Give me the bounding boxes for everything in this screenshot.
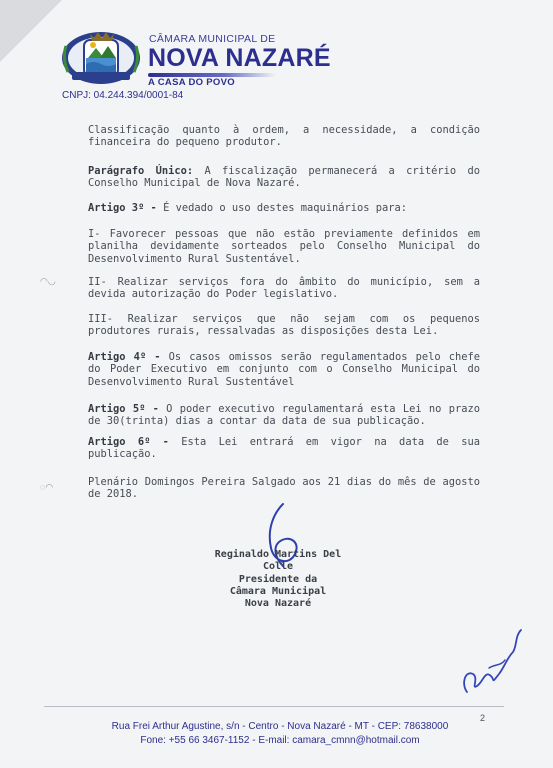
article-6-text: Esta Lei entrará em vigor na data de sua publicação.: [88, 436, 480, 461]
cnpj: CNPJ: 04.244.394/0001-84: [62, 90, 184, 101]
article-5-label: Artigo 5º -: [88, 403, 159, 415]
coat-of-arms-icon: [60, 28, 142, 86]
footer: [60, 720, 500, 748]
article-5: [88, 403, 480, 428]
org-line: CÂMARA MUNICIPAL DE: [149, 33, 276, 45]
article-6: [88, 436, 480, 461]
signatory-name: Reginaldo Martins Del Colle: [214, 549, 342, 573]
signatory-role: Câmara Municipal: [229, 585, 327, 597]
paragraph-unico: [88, 165, 480, 190]
paragraph-unico-text: A fiscalização permanecerá a critério do Conselho Municipal de Nova Nazaré.: [88, 165, 481, 190]
paragraph-unico-label: Parágrafo Único:: [88, 165, 194, 177]
item-3: III- Realizar serviços que não sejam com os pequenos produtores rurais, ressalvadas as disposições desta Lei.: [88, 313, 480, 338]
slogan: A CASA DO POVO: [148, 77, 235, 88]
footer-address: Rua Frei Arthur Agustine, s/n - Centro - Nova Nazaré - MT - CEP: 78638000: [111, 721, 449, 732]
rubric-signature: [455, 622, 530, 700]
article-4-label: Artigo 4º -: [88, 351, 161, 363]
signature-block: [198, 549, 358, 610]
footer-divider: [44, 706, 504, 707]
town-name: NOVA NAZARÉ: [148, 44, 331, 72]
article-3: [88, 202, 480, 214]
article-4-text: Os casos omissos serão regulamentados pelo chefe do Poder Executivo em conjunto com o Conselho Municipal do Desenvolvimento Rural Sustentável: [88, 351, 480, 388]
closing-paragraph: Plenário Domingos Pereira Salgado aos 21 dias do mês de agosto de 2018.: [88, 476, 480, 501]
item-1: I- Favorecer pessoas que não estão previamente definidos em planilha devidamente sorteados pelo Conselho Municipal do Desenvolvimento Rural Sustentável.: [88, 228, 480, 265]
article-4: [88, 351, 480, 388]
article-6-label: Artigo 6º -: [88, 436, 169, 448]
paragraph-classification: Classificação quanto à ordem, a necessidade, a condição financeira do pequeno produtor.: [88, 124, 480, 149]
article-3-text: É vedado o uso destes maquinários para:: [156, 202, 408, 214]
footer-contact: Fone: +55 66 3467-1152 - E-mail: camara_cmnn@hotmail.com: [140, 735, 420, 746]
margin-stamp-mark: ◠◡: [40, 276, 56, 286]
signatory-role: Presidente da: [238, 573, 318, 585]
page-number: 2: [480, 713, 486, 723]
article-3-label: Artigo 3º -: [88, 202, 157, 214]
margin-stamp-mark: ◌◠: [40, 482, 54, 492]
signatory-role: Nova Nazaré: [244, 598, 312, 610]
item-2: II- Realizar serviços fora do âmbito do município, sem a devida autorização do Poder legislativo.: [88, 276, 480, 301]
page-fold-corner: [0, 0, 62, 62]
article-5-text: O poder executivo regulamentará esta Lei no prazo de 30(trinta) dias a contar da data de sua publicação.: [88, 403, 480, 428]
